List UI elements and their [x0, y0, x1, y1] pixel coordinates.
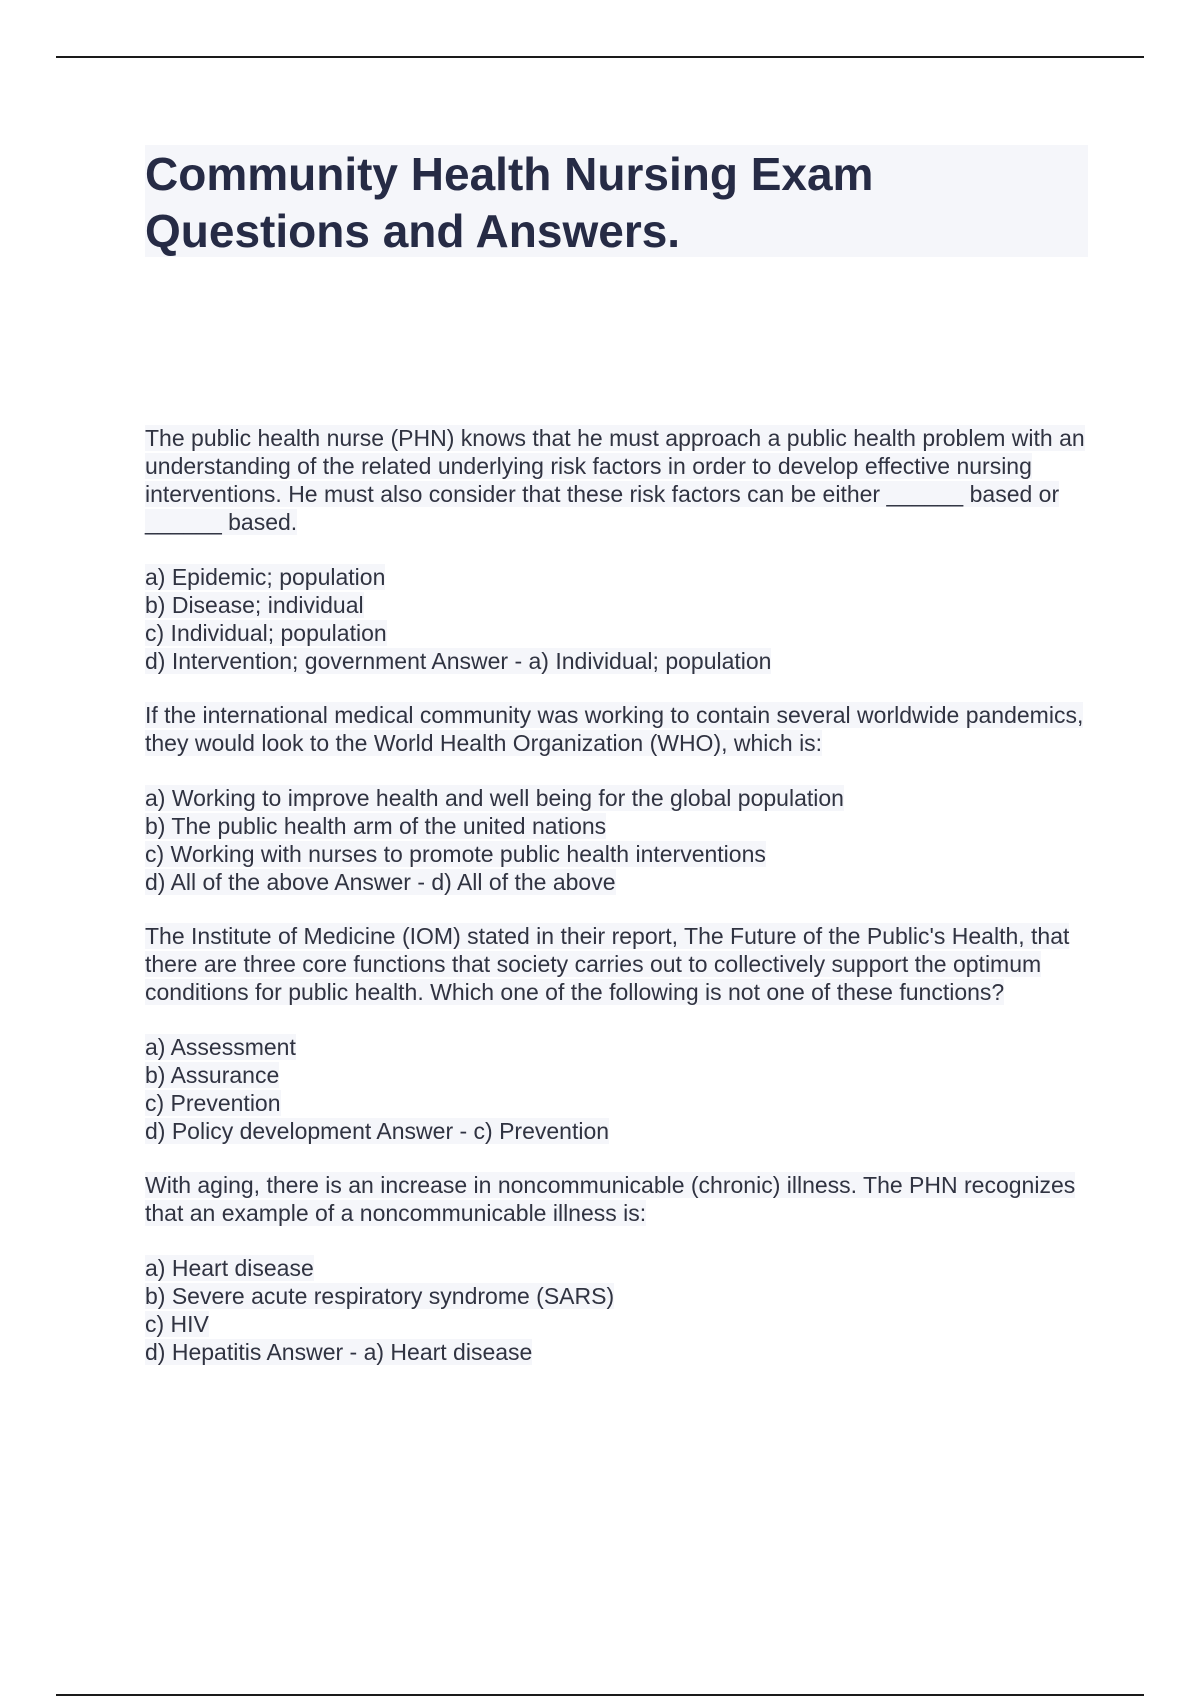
document-title: Community Health Nursing Exam Questions and Answers.	[145, 148, 874, 257]
question-text: If the international medical community was working to contain several worldwide pandemics, they would look to the World Health Organization (WHO), which is:	[145, 702, 1084, 756]
question-text: With aging, there is an increase in noncommunicable (chronic) illness. The PHN recognizes that an example of a noncommunicable illness is:	[145, 1172, 1076, 1226]
option-item: c) Prevention	[145, 1090, 281, 1116]
option-item: a) Working to improve health and well being for the global population	[145, 785, 844, 811]
answer-options	[145, 784, 1095, 896]
option-item: c) Working with nurses to promote public health interventions	[145, 841, 766, 867]
option-item: b) Assurance	[145, 1062, 280, 1088]
option-item: c) Individual; population	[145, 620, 387, 646]
option-item: a) Heart disease	[145, 1255, 314, 1281]
option-item: b) Severe acute respiratory syndrome (SARS)	[145, 1283, 615, 1309]
option-item: b) The public health arm of the united nations	[145, 813, 607, 839]
question-block	[145, 701, 1095, 896]
answer-options	[145, 1254, 1095, 1366]
option-item: c) HIV	[145, 1311, 209, 1337]
question-text: The Institute of Medicine (IOM) stated in their report, The Future of the Public's Health, that there are three core functions that society carries out to collectively support the optimum conditions for public health. Which one of the following is not one of these functions?	[145, 923, 1070, 1005]
question-text: The public health nurse (PHN) knows that he must approach a public health problem with an understanding of the related underlying risk factors in order to develop effective nursing interventions. He must also consider that these risk factors can be either ______ based or ______ based.	[145, 425, 1085, 535]
bottom-rule	[56, 1694, 1144, 1696]
answer-options	[145, 1033, 1095, 1145]
option-item: a) Epidemic; population	[145, 564, 386, 590]
question-block	[145, 922, 1095, 1145]
answer-options	[145, 563, 1095, 675]
option-item-with-answer: d) Intervention; government Answer - a) Individual; population	[145, 648, 772, 674]
option-item-with-answer: d) Hepatitis Answer - a) Heart disease	[145, 1339, 533, 1365]
option-item-with-answer: d) Policy development Answer - c) Prevention	[145, 1118, 610, 1144]
option-item: a) Assessment	[145, 1034, 296, 1060]
option-item: b) Disease; individual	[145, 592, 364, 618]
document-body	[145, 424, 1095, 1392]
top-rule	[56, 56, 1144, 58]
question-block	[145, 1171, 1095, 1366]
question-block	[145, 424, 1095, 675]
option-item-with-answer: d) All of the above Answer - d) All of the above	[145, 869, 616, 895]
